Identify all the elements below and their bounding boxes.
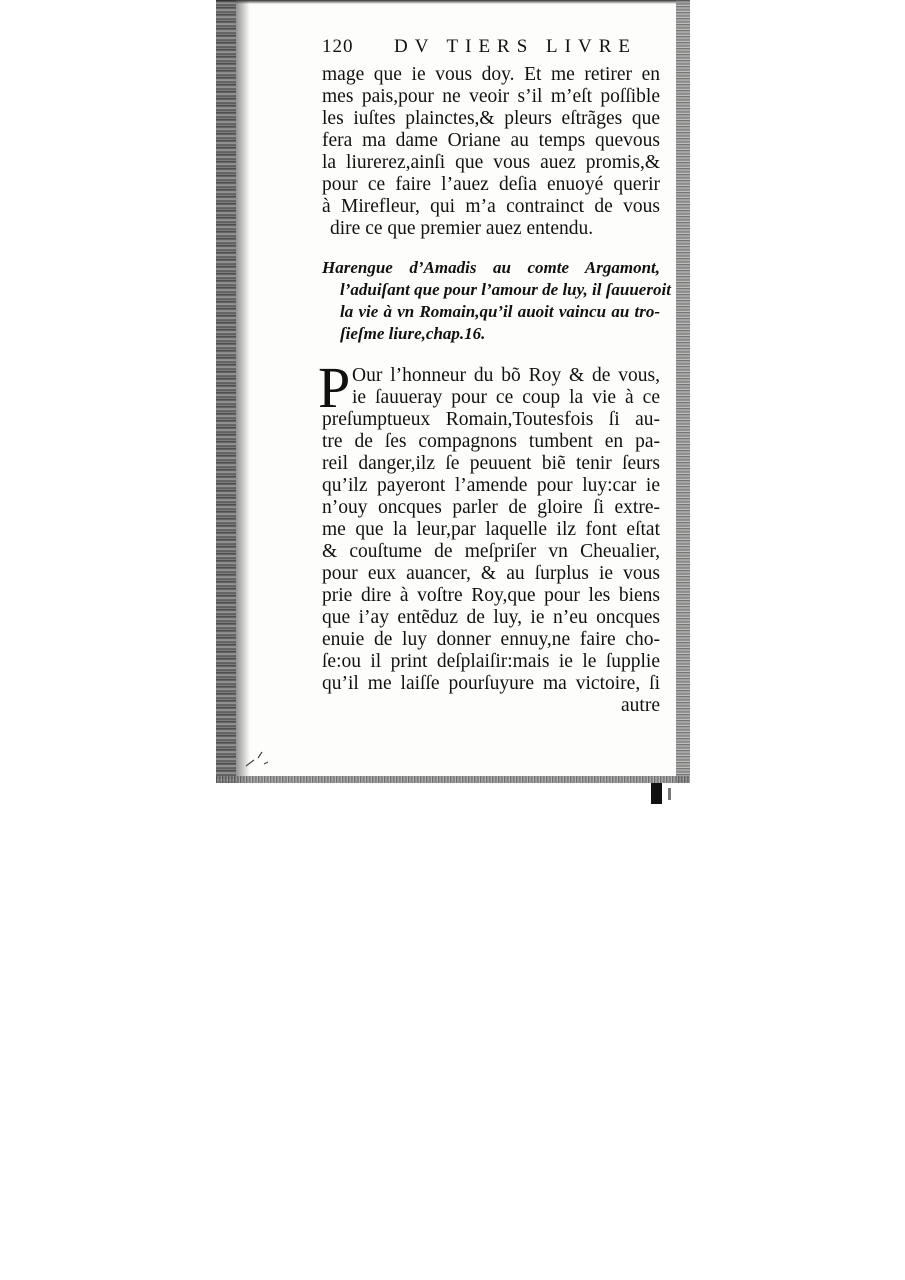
page-edge-top [216,0,690,4]
page-tab-mark-thin [668,788,671,800]
text-line: ie ſauueray pour ce coup la vie à ce [352,387,660,408]
text-line: Our l’honneur du bõ Roy & de vous, [352,365,660,386]
text-line: à Mirefleur, qui m’a contrainct de vous [322,196,660,217]
drop-cap: P [318,355,351,420]
text-line: pour eux auancer, & au ſurplus ie vous [322,563,660,584]
text-line: preſumptueux Romain,Toutesfois ſi au- [322,409,660,430]
text-line: qu’il me laiſſe pourſuyure ma victoire, ſi [322,673,660,694]
text-line: tre de ſes compagnons tumbent en pa- [322,431,660,452]
text-line: mage que ie vous doy. Et me retirer en [322,64,660,85]
text-line: me que la leur,par laquelle ilz font eſtat [322,519,660,540]
text-line: reil danger,ilz ſe peuuent biẽ tenir ſeurs [322,453,660,474]
heading-line: l’aduiſant que pour l’amour de luy, il ſauueroit [340,280,671,299]
page-tab-mark [651,783,662,804]
text-line: prie dire à voſtre Roy,que pour les biens [322,585,660,606]
text-line: ſe:ou il print deſplaiſir:mais ie le ſupplie [322,651,660,672]
heading-line: ſieſme liure,chap.16. [340,324,486,343]
catchword: autre [621,695,660,716]
page-edge-bottom [216,776,690,783]
running-head: DV TIERS LIVRE [394,36,637,57]
heading-line: Harengue d’Amadis au comte Argamont, [322,258,660,277]
text-line: les iuſtes plainctes,& pleurs eſtrãges que [322,108,660,129]
text-line: n’ouy oncques parler de gloire ſi extre- [322,497,660,518]
gutter-shadow [236,0,250,783]
page-header [322,36,660,62]
text-line: enuie de luy donner ennuy,ne faire cho- [322,629,660,650]
text-line: que i’ay entẽduz de luy, ie n’eu oncques [322,607,660,628]
text-line: fera ma dame Oriane au temps quevous [322,130,660,151]
heading-line: la vie à vn Romain,qu’il auoit vaincu au tro- [340,302,660,321]
page-edge-right [676,0,690,783]
text-line: & couſtume de meſpriſer vn Cheualier, [322,541,660,562]
text-line: dire ce que premier auez entendu. [330,218,594,239]
text-line: pour ce faire l’auez deſia enuoyé querir [322,174,660,195]
text-line: mes pais,pour ne veoir s’il m’eſt poſſible [322,86,660,107]
page-number: 120 [322,36,354,57]
ink-speck [244,748,272,770]
text-line: la liurerez,ainſi que vous auez promis,& [322,152,660,173]
book-gutter [216,0,236,783]
text-line: qu’ilz payeront l’amende pour luy:car ie [322,475,660,496]
